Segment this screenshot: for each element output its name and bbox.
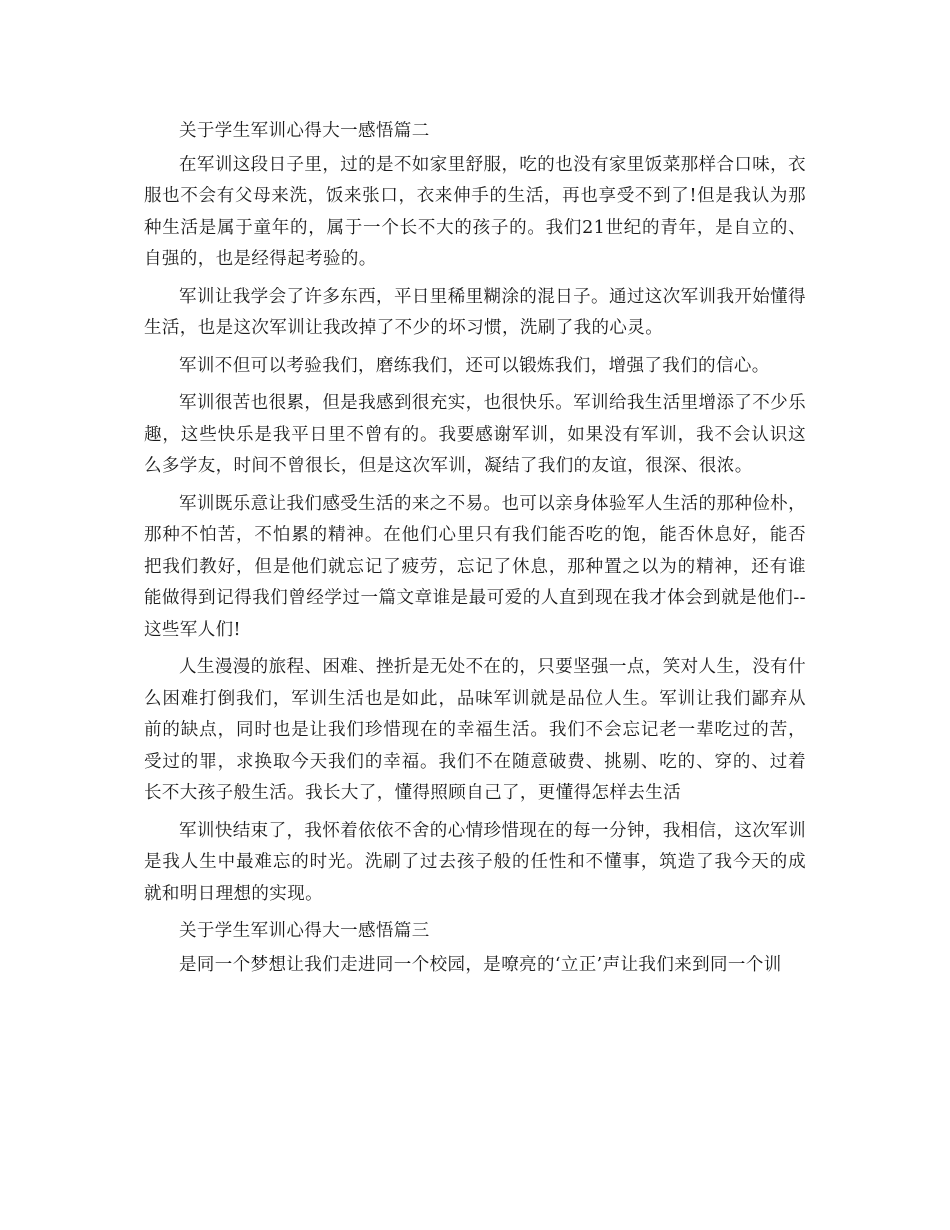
paragraph: 军训很苦也很累，但是我感到很充实，也很快乐。军训给我生活里增添了不少乐趣，这些快乐是我平日里不曾有的。我要感谢军训，如果没有军训，我不会认识这么多学友，时间不曾很长，但是这次军训，凝结了我们的友谊，很深、很浓。 [144,393,806,476]
paragraph: 军训快结束了，我怀着依依不舍的心情珍惜现在的每一分钟，我相信，这次军训是我人生中最难忘的时光。洗刷了过去孩子般的任性和不懂事，筑造了我今天的成就和明日理想的实现。 [144,820,806,904]
section-heading: 关于学生军训心得大一感悟篇二 [179,121,430,141]
paragraph: 军训让我学会了许多东西，平日里稀里糊涂的混日子。通过这次军训我开始懂得生活，也是这次军训让我改掉了不少的坏习惯，洗刷了我的心灵。 [144,286,806,338]
section-heading: 关于学生军训心得大一感悟篇三 [179,921,430,941]
paragraph: 在军训这段日子里，过的是不如家里舒服，吃的也没有家里饭菜那样合口味，衣服也不会有父母来洗，饭来张口，衣来伸手的生活，再也享受不到了!但是我认为那种生活是属于童年的，属于一个长不大的孩子的。我们21世纪的青年，是自立的、自强的，也是经得起考验的。 [144,154,806,269]
document-body [144,116,806,987]
paragraph: 是同一个梦想让我们走进同一个校园，是嘹亮的‘立正’声让我们来到同一个训 [179,954,782,975]
paragraph: 军训不但可以考验我们，磨练我们，还可以锻炼我们，增强了我们的信心。 [179,355,770,376]
paragraph: 军训既乐意让我们感受生活的来之不易。也可以亲身体验军人生活的那种俭朴，那种不怕苦，不怕累的精神。在他们心里只有我们能否吃的饱，能否休息好，能否把我们教好，但是他们就忘记了疲劳，忘记了休息，那种置之以为的精神，还有谁能做得到记得我们曾经学过一篇文章谁是最可爱的人直到现在我才体会到就是他们--这些军人们! [144,493,806,640]
paragraph: 人生漫漫的旅程、困难、挫折是无处不在的，只要坚强一点，笑对人生，没有什么困难打倒我们，军训生活也是如此，品味军训就是品位人生。军训让我们鄙弃从前的缺点，同时也是让我们珍惜现在的幸福生活。我们不会忘记老一辈吃过的苦，受过的罪，求换取今天我们的幸福。我们不在随意破费、挑剔、吃的、穿的、过着长不大孩子般生活。我长大了，懂得照顾自己了，更懂得怎样去生活 [144,657,806,803]
